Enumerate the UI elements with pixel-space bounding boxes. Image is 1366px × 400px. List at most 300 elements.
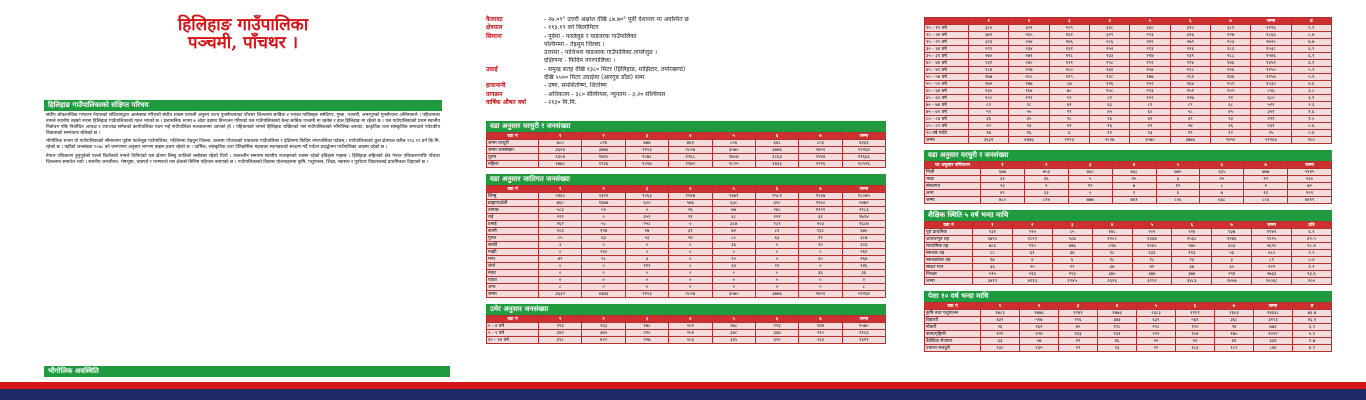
table-cell: १४३६ (755, 161, 798, 168)
table-cell: ४४१९ (1288, 197, 1332, 204)
table-cell: ६८ (712, 214, 755, 221)
row-label-cell: शेर्पा (487, 263, 539, 270)
info-value: - २७.०९° उत्तरी अक्षांश देखि ८७.७०° पूर्वी देशान्तर मा अवस्थित छ (544, 16, 689, 23)
table-cell: ० (669, 249, 712, 256)
table-cell: ८१ (1089, 95, 1129, 102)
table-cell: ८१ (755, 228, 798, 235)
table-cell: ५८० (1252, 250, 1292, 257)
row-label-cell: ६० - ६४ वर्ष (925, 88, 969, 95)
table-cell: २१२३ (625, 147, 668, 154)
table-header-cell: २ (1012, 222, 1052, 229)
table-cell: ५८ (1170, 109, 1210, 116)
info-value: - समुन्द्र सतह देखि १३८० मिटर (हिलिहाङ, माझिटार, तमोरखण्ड) (544, 65, 686, 73)
table-cell: ३७७६ (755, 147, 798, 154)
table-row (487, 323, 886, 330)
table-header-cell: ७ (799, 133, 842, 140)
table-cell: १८२ (1215, 345, 1254, 352)
middle-column (486, 0, 886, 344)
table-cell: ३१ (799, 214, 842, 221)
table-cell: ६७० (842, 228, 885, 235)
table-cell: २९४ (1212, 271, 1252, 278)
table-row (925, 310, 1332, 317)
table-cell: २६२ (539, 221, 582, 228)
table-cell: १०१२ (1254, 331, 1293, 338)
table-header-cell: घर अनुसार वर्गिकरण (925, 162, 981, 169)
table-row (925, 95, 1332, 102)
table-cell: ७७३ (1254, 324, 1293, 331)
age-heading: उमेर अनुसार जनसंख्या (486, 304, 886, 315)
table-cell: ४१ (1049, 102, 1089, 109)
table-cell: १२८ (1049, 53, 1089, 60)
table-cell: ३२६ (1170, 32, 1210, 39)
row-label-cell: जम्मा (925, 137, 969, 144)
table-cell: २९ (1049, 109, 1089, 116)
table-row (487, 337, 886, 344)
table-cell: ० (669, 277, 712, 284)
table-cell: ५७ (1020, 338, 1059, 345)
table-header-cell: ४ (1098, 303, 1137, 310)
table-cell: ३६० (1130, 25, 1170, 32)
info-value: - ११३.१९ वर्ग किलोमिटर (544, 24, 599, 32)
table-cell: ६.१ (1292, 229, 1332, 236)
table-cell: १७ (969, 130, 1009, 137)
table-cell: ५८ (582, 221, 625, 228)
table-cell: २४ (669, 235, 712, 242)
table-cell: ९८७ (1052, 236, 1092, 243)
row-label-cell: कृषि तथा पशुपालन (925, 310, 981, 317)
table-row (487, 228, 886, 235)
table-cell: ३०१ (1009, 25, 1049, 32)
table-cell: १०५२६ (842, 161, 885, 168)
table-cell: ३५७० (712, 147, 755, 154)
table-cell: ३.८ (1291, 88, 1331, 95)
table-cell: २४ (1170, 123, 1210, 130)
info-row (486, 66, 886, 74)
table-cell: ३०३ (842, 242, 885, 249)
table-header-cell: १ (973, 222, 1013, 229)
table-cell: २९ (1059, 345, 1098, 352)
table-cell: ६ (1052, 257, 1092, 264)
table-cell: १३३ (1132, 250, 1172, 257)
row-label-cell: १५ - १९ वर्ष (925, 25, 969, 32)
table-cell: ७६१ (669, 140, 712, 147)
table-row (925, 137, 1332, 144)
table-cell: १३१ (1098, 331, 1137, 338)
table-cell: ० (712, 249, 755, 256)
table-cell: ५.२ (1291, 67, 1331, 74)
table-cell: २३३ (1089, 53, 1129, 60)
table-cell: १२ (1068, 183, 1112, 190)
table-cell: १३० (981, 345, 1020, 352)
table-cell: १३३ (1059, 331, 1098, 338)
table-cell: ३१९३ (1254, 317, 1293, 324)
table-row (925, 39, 1332, 46)
row-label-cell: जम्मा (925, 278, 973, 285)
table-cell: ५ (1068, 176, 1112, 183)
row-label-cell: ८५ - ८९ वर्ष (925, 123, 969, 130)
table-header-cell: वडा नं (925, 222, 973, 229)
row-label-cell: ५० - ५४ वर्ष (925, 74, 969, 81)
table-cell: २९३ (1052, 271, 1092, 278)
table-cell: १५४६ (1251, 53, 1291, 60)
table-cell: ९३ (1098, 345, 1137, 352)
info-row (486, 16, 886, 24)
table-cell: ३७५ (582, 330, 625, 337)
table-cell: ११४७ (669, 193, 712, 200)
table-cell: २८२७ (669, 291, 712, 298)
table-cell: १८६३ (755, 154, 798, 161)
table-cell: ५१५ (973, 271, 1013, 278)
table-header-cell: ७ (799, 186, 842, 193)
table-cell: २२२ (1252, 264, 1292, 271)
table-row (925, 243, 1332, 250)
table-cell: २४५१ (799, 291, 842, 298)
info-value: - २१३० मि.मि. (544, 98, 577, 106)
table-cell: ६३ (582, 235, 625, 242)
table-cell: ३५१ (1251, 109, 1291, 116)
table-row (925, 271, 1332, 278)
table-cell: १७७ (1009, 81, 1049, 88)
table-cell: ३५७० (712, 291, 755, 298)
table-cell: ११११ (1176, 310, 1215, 317)
table-cell: ६.९ (1291, 53, 1331, 60)
table-cell: ० (625, 207, 668, 214)
table-cell: १८३ (1210, 46, 1250, 53)
table-cell: ९५ (1251, 130, 1291, 137)
table-cell: ० (582, 270, 625, 277)
row-label-cell: भाडा (925, 176, 981, 183)
table-cell: १७७ (969, 74, 1009, 81)
table-cell: ४.६ (1291, 81, 1331, 88)
info-label: क्षेत्रफल (486, 24, 503, 32)
table-cell: २२७ (1009, 67, 1049, 74)
table-cell: २१०३ (842, 330, 885, 337)
table-cell: ० (625, 249, 668, 256)
table-cell: २०१ (669, 323, 712, 330)
table-cell: ६३ (981, 338, 1020, 345)
table-cell: १२७६ (1212, 236, 1252, 243)
info-value: - पूर्वमा - फालेलुङ र याङवरक गाउँपालिका (544, 32, 637, 40)
table-cell: ० (755, 249, 798, 256)
table-row (925, 102, 1332, 109)
row-label-cell: ९० वर्ष माथि (925, 130, 969, 137)
table-row (925, 88, 1332, 95)
table-cell: ०.६ (1291, 123, 1331, 130)
table-cell: २२ (1059, 338, 1098, 345)
table-cell: ७५३ (1024, 169, 1068, 176)
table-cell: २२६ (1170, 46, 1210, 53)
table-cell: १२७ (582, 228, 625, 235)
table-header-cell: ४ (669, 133, 712, 140)
table-header-cell: २ (582, 186, 625, 193)
table-cell: ६३ (755, 235, 798, 242)
table-cell: २३ (1009, 123, 1049, 130)
table-cell: १७७३ (1098, 310, 1137, 317)
table-cell: ५६९० (1252, 243, 1292, 250)
table-header-cell: ६ (755, 316, 798, 323)
table-cell: ३७७६ (1170, 137, 1210, 144)
row-label-cell: वैदेशिक रोजगार (925, 338, 981, 345)
table-cell: १५३८ (1251, 46, 1291, 53)
table-cell: ३२९२ (1132, 278, 1172, 285)
age-detail-table (924, 17, 1332, 144)
table-cell: ५८३ (539, 207, 582, 214)
table-cell: ८०३ (799, 140, 842, 147)
info-label: वार्षिक औषत वर्षा (486, 98, 527, 106)
row-label-cell: सार्की (487, 242, 539, 249)
table-cell: ३७४ (1132, 271, 1172, 278)
table-header-cell: ५ (712, 133, 755, 140)
table-row (925, 190, 1332, 197)
row-label-cell: पूर्व प्राथमिक (925, 229, 973, 236)
table-cell: २२७ (1210, 32, 1250, 39)
row-label-cell: विद्यार्थी (925, 317, 981, 324)
table-cell: ३६७ (755, 330, 798, 337)
table-row (925, 32, 1332, 39)
table-cell: १०३० (1251, 81, 1291, 88)
row-label-cell: १० - १४ वर्ष (487, 337, 539, 344)
info-label: तापक्रम (486, 90, 503, 98)
table-cell: ११४१ (1059, 310, 1098, 317)
table-cell: ० (669, 270, 712, 277)
row-label-cell: गुरुङ (487, 235, 539, 242)
table-cell: २८९ (755, 221, 798, 228)
table-cell: ३१ (669, 228, 712, 235)
table-header-cell: जम्मा (1254, 303, 1293, 310)
info-value: पश्चिममा - तेह्रथुम जिल्ला । (544, 40, 605, 48)
table-cell: ८०६ (1156, 197, 1200, 204)
table-header-cell: ६ (1172, 222, 1212, 229)
table-header-cell: जम्मा (1288, 162, 1332, 169)
table-cell: २३७१ (712, 193, 755, 200)
table-cell: ६० (1130, 109, 1170, 116)
table-cell: २२२६४ (1251, 137, 1291, 144)
table-cell: २१७ (1130, 53, 1170, 60)
row-label-cell: अन्य (487, 284, 539, 291)
info-label (486, 57, 544, 65)
table-row (925, 278, 1332, 285)
info-label (486, 49, 544, 57)
info-row (486, 57, 886, 65)
row-label-cell: ४० - ४४ वर्ष (925, 60, 969, 67)
table-cell: ११०८ (1092, 236, 1132, 243)
table-row (925, 176, 1332, 183)
table-header-cell: ४ (669, 316, 712, 323)
table-cell: ६७७ (981, 169, 1025, 176)
table-header-row (925, 303, 1332, 310)
table-cell: ० (625, 277, 668, 284)
table-cell: १०२ (1130, 95, 1170, 102)
table-cell: ० (669, 284, 712, 291)
table-cell: ७ (1200, 190, 1244, 197)
table-cell: ३ (1212, 257, 1252, 264)
table-cell: ३.१ (1291, 95, 1331, 102)
table-cell: ३६२४ (539, 147, 582, 154)
table-cell: १५६८ (1172, 236, 1212, 243)
table-cell: १६१ (1089, 67, 1129, 74)
table-header-cell: १ (539, 133, 582, 140)
table-cell: ३१ (981, 176, 1025, 183)
table-cell: १२१ (1049, 60, 1089, 67)
table-cell: ३६३२ (539, 291, 582, 298)
table-cell: ७३.७ (1293, 310, 1332, 317)
table-cell: २३ (981, 183, 1025, 190)
population-ward-heading: वडा अनुसार घरधुरी र जनसंख्या (486, 121, 886, 132)
table-cell: ३६३२ (969, 137, 1009, 144)
table-cell: १.६ (1291, 109, 1331, 116)
table-cell: २१२३ (1049, 137, 1089, 144)
table-cell: ३६ (712, 242, 755, 249)
table-cell: ११६ (1089, 81, 1129, 88)
table-header-cell: वडा नं (487, 133, 539, 140)
table-cell: ११६० (799, 200, 842, 207)
table-cell: ६६८ (755, 140, 798, 147)
table-cell: ६०० (625, 200, 668, 207)
table-cell: ० (799, 284, 842, 291)
table-cell: ७.७ (1291, 39, 1331, 46)
table-cell: १९१६ (799, 161, 842, 168)
table-cell: २३११ (582, 193, 625, 200)
household-heading: वडा अनुसार घरधुरी र जनसंख्या (924, 150, 1332, 161)
table-cell: २४० (1009, 60, 1049, 67)
table-cell: २२१ (1137, 331, 1176, 338)
table-cell: २८६ (1089, 39, 1129, 46)
table-cell: ५१४५ (1288, 169, 1332, 176)
table-cell: ४३७६ (582, 291, 625, 298)
table-cell: ३८७ (842, 235, 885, 242)
info-label (486, 41, 544, 49)
table-cell: १२४२ (1252, 229, 1292, 236)
table-cell: ५९ (1049, 95, 1089, 102)
table-cell: १८८ (1210, 53, 1250, 60)
table-cell: १७७८ (539, 161, 582, 168)
table-row (487, 221, 886, 228)
table-header-cell: जम्मा (842, 316, 885, 323)
table-cell: ०.४ (1292, 257, 1332, 264)
table-header-cell: ३ (625, 186, 668, 193)
table-cell: ३५७० (1130, 137, 1170, 144)
table-header-cell: ३ (1068, 162, 1112, 169)
table-cell: ७६० (539, 200, 582, 207)
table-cell: ८८ (712, 235, 755, 242)
row-label-cell: ७० - ७४ वर्ष (925, 102, 969, 109)
table-cell: ३७९ (969, 32, 1009, 39)
table-header-cell: ३ (1052, 222, 1092, 229)
table-header-cell: वडा नं (487, 186, 539, 193)
table-cell: २३१ (973, 229, 1013, 236)
table-cell: ३७७६ (582, 147, 625, 154)
table-cell: १८ (1092, 257, 1132, 264)
table-cell: १३.६ (1292, 271, 1332, 278)
table-cell: १३१ (1049, 46, 1089, 53)
row-label-cell: नेवार (487, 270, 539, 277)
table-cell: २७८ (712, 323, 755, 330)
table-header-row (925, 222, 1332, 229)
row-label-cell: ज्याला मजदुरी (925, 345, 981, 352)
table-cell: १०१७ (625, 161, 668, 168)
table-cell: ३६८ (1215, 317, 1254, 324)
geo-location-heading: भौगोलिक अवस्थिति (44, 366, 450, 377)
table-cell: ९९२५ (1252, 236, 1292, 243)
table-cell: ६६८ (1200, 197, 1244, 204)
table-row (487, 330, 886, 337)
table-row (487, 249, 886, 256)
table-row (925, 46, 1332, 53)
table-cell: १७७ (1130, 74, 1170, 81)
table-cell: ८५ (1052, 229, 1092, 236)
table-header-cell: ६ (1170, 18, 1210, 25)
table-cell: ३७७६ (755, 291, 798, 298)
table-cell: १२ (755, 263, 798, 270)
row-label-cell: ८० - ८४ वर्ष (925, 116, 969, 123)
table-cell: ३९० (1170, 25, 1210, 32)
table-cell: २६ (1089, 116, 1129, 123)
table-header-cell: ५ (712, 316, 755, 323)
table-cell: २५८१ (755, 193, 798, 200)
table-cell: १३५ (1020, 345, 1059, 352)
table-cell: १७९४ (842, 214, 885, 221)
table-cell: २१५ (1012, 229, 1052, 236)
table-cell: २२२६४ (842, 147, 885, 154)
table-cell: १३१ (1251, 123, 1291, 130)
table-cell: २८.४ (1292, 243, 1332, 250)
table-cell: ८८ (973, 250, 1013, 257)
table-cell: ४५ (1089, 109, 1129, 116)
table-cell: ३७३ (1098, 317, 1137, 324)
table-cell: १२८ (1098, 324, 1137, 331)
table-cell: २९९ (969, 46, 1009, 53)
table-cell: १११ (625, 263, 668, 270)
table-cell: २४५१ (1210, 137, 1250, 144)
table-cell: १२ (1089, 130, 1129, 137)
table-cell: ० (669, 256, 712, 263)
table-cell: २१२३ (625, 291, 668, 298)
table-cell: ७३८ (1112, 169, 1156, 176)
table-cell: ६३८ (712, 200, 755, 207)
table-row (925, 317, 1332, 324)
table-row (925, 331, 1332, 338)
table-cell: १०७८ (625, 154, 668, 161)
table-cell: ० (582, 214, 625, 221)
info-value: - अधिकतम - ३८० सेल्सियस, न्यूनतम - ३.२० सेल्सियस (544, 90, 666, 98)
table-cell: ० (669, 221, 712, 228)
table-row (925, 67, 1332, 74)
table-cell: १६२ (1020, 324, 1059, 331)
table-cell: ५१७ (1020, 317, 1059, 324)
table-row (487, 193, 886, 200)
table-header-cell: ५ (712, 186, 755, 193)
table-cell: १८ (1049, 116, 1089, 123)
table-cell: १३ (1244, 190, 1288, 197)
info-label: उचाई (486, 65, 498, 73)
table-cell: ० (755, 242, 798, 249)
table-cell: ० (582, 263, 625, 270)
table-cell: १६४ (1170, 81, 1210, 88)
table-cell: १४४ (1210, 74, 1250, 81)
table-cell: १३६७ (1132, 236, 1172, 243)
table-cell: १२३६ (582, 161, 625, 168)
table-cell: ७२ (1288, 183, 1332, 190)
info-row (486, 33, 886, 41)
table-cell: ९१ (669, 214, 712, 221)
table-cell: ८४४ (1254, 345, 1293, 352)
table-cell: ३७० (1092, 271, 1132, 278)
table-cell: १३५२ (1251, 60, 1291, 67)
row-label-cell: राई (487, 214, 539, 221)
table-cell: १८४ (969, 67, 1009, 74)
table-cell: १.७ (1293, 338, 1332, 345)
occupation-table (924, 302, 1332, 352)
